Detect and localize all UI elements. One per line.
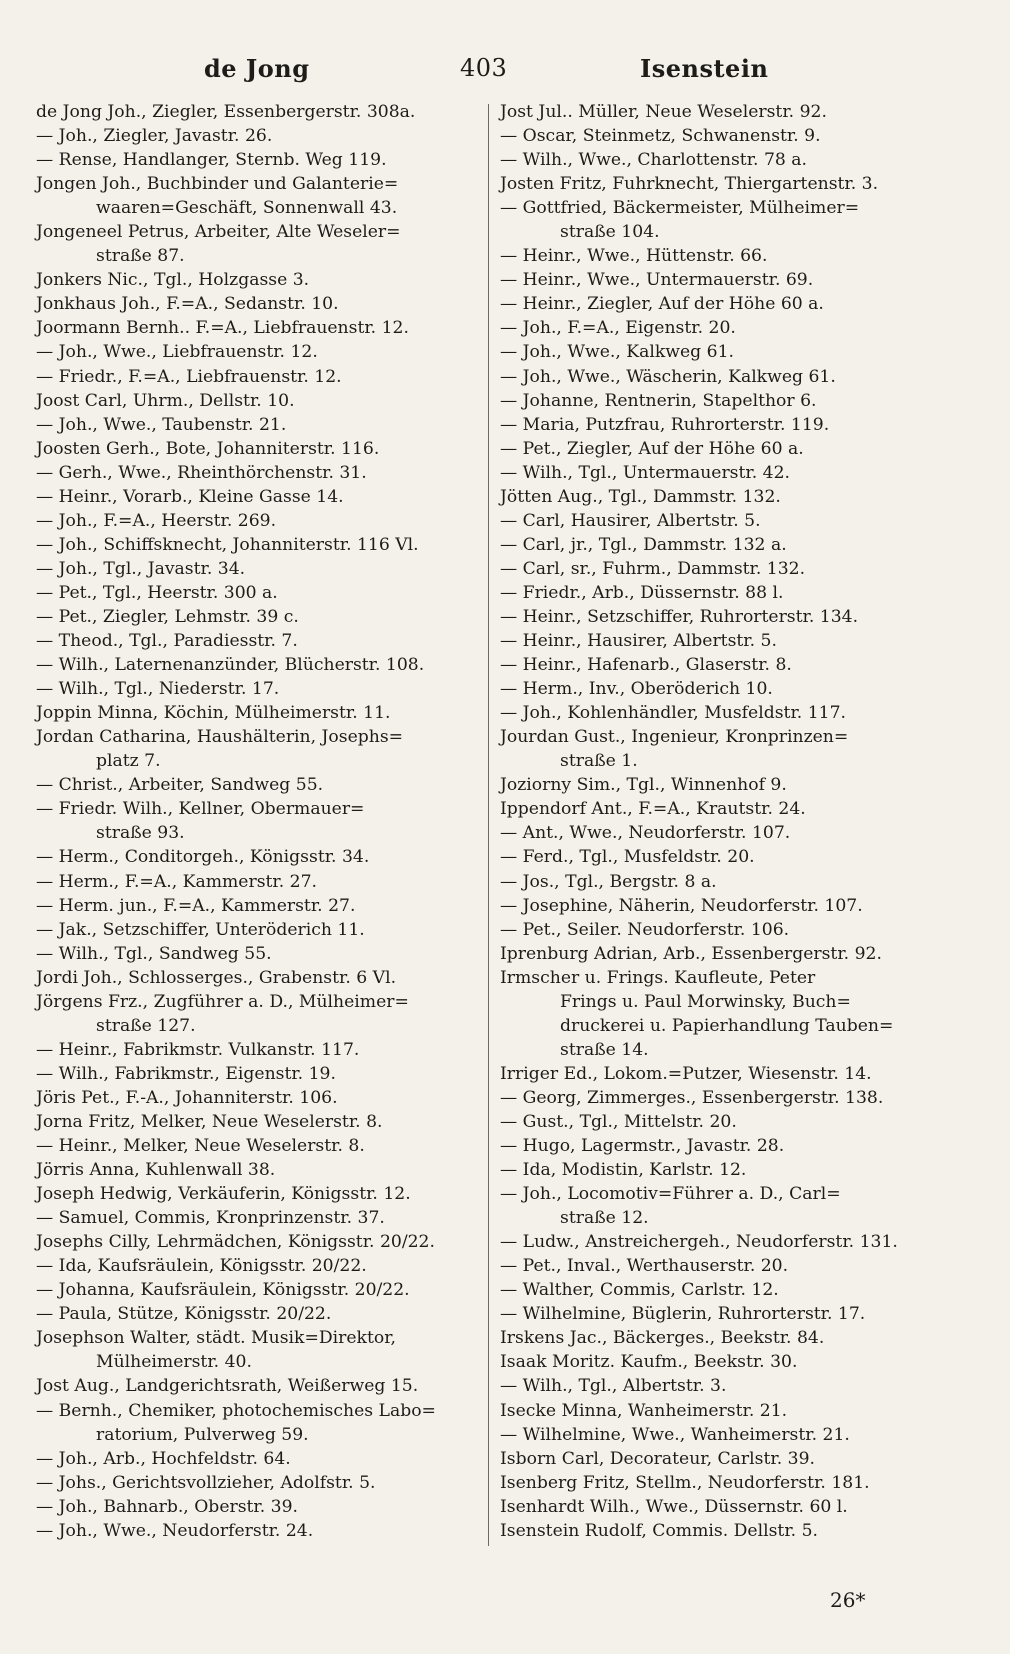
directory-entry-line: — Samuel, Commis, Kronprinzenstr. 37. (36, 1208, 385, 1229)
directory-entry-line: — Jos., Tgl., Bergstr. 8 a. (500, 871, 717, 892)
directory-entry-line: — Wilh., Fabrikmstr., Eigenstr. 19. (36, 1063, 336, 1084)
directory-entry-line: — Wilh., Tgl., Untermauerstr. 42. (500, 462, 790, 483)
directory-entry-line: — Heinr., Melker, Neue Weselerstr. 8. (36, 1136, 365, 1157)
directory-entry-line: Josten Fritz, Fuhrknecht, Thiergartenstr. 3. (500, 174, 879, 195)
directory-entry-line: Frings u. Paul Morwinsky, Buch= (560, 991, 851, 1012)
directory-entry-line: straße 12. (560, 1208, 649, 1229)
directory-entry-line: Isborn Carl, Decorateur, Carlstr. 39. (500, 1448, 815, 1469)
left-column (36, 100, 484, 1543)
directory-entry-line: — Heinr., Wwe., Hüttenstr. 66. (500, 246, 768, 267)
directory-entry-line: Joseph Hedwig, Verkäuferin, Königsstr. 12. (36, 1184, 411, 1205)
directory-entry-line: — Joh., Ziegler, Javastr. 26. (36, 126, 273, 147)
directory-entry-line: — Oscar, Steinmetz, Schwanenstr. 9. (500, 126, 821, 147)
directory-entry-line: Jorna Fritz, Melker, Neue Weselerstr. 8. (36, 1111, 383, 1132)
directory-entry-line: — Joh., Wwe., Liebfrauenstr. 12. (36, 342, 318, 363)
directory-entry-line: straße 14. (560, 1039, 649, 1060)
directory-entry-line: — Joh., Arb., Hochfeldstr. 64. (36, 1448, 291, 1469)
directory-entry-line: — Joh., Wwe., Kalkweg 61. (500, 342, 734, 363)
directory-entry-line: — Wilhelmine, Büglerin, Ruhrorterstr. 17. (500, 1304, 866, 1325)
directory-entry-line: waaren=Geschäft, Sonnenwall 43. (96, 198, 398, 219)
directory-entry-line: — Johs., Gerichtsvollzieher, Adolfstr. 5. (36, 1472, 376, 1493)
directory-entry-line: — Herm., Conditorgeh., Königsstr. 34. (36, 847, 370, 868)
directory-entry-line: — Herm., Inv., Oberöderich 10. (500, 679, 773, 700)
directory-entry-line: — Carl, Hausirer, Albertstr. 5. (500, 510, 761, 531)
directory-entry-line: — Joh., Tgl., Javastr. 34. (36, 558, 246, 579)
directory-entry-line: Jonkers Nic., Tgl., Holzgasse 3. (36, 270, 310, 291)
directory-entry-line: — Wilh., Wwe., Charlottenstr. 78 a. (500, 150, 808, 171)
directory-entry-line: — Pet., Ziegler, Auf der Höhe 60 a. (500, 438, 804, 459)
directory-entry-line: — Herm., F.=A., Kammerstr. 27. (36, 871, 318, 892)
directory-entry-line: Jörris Anna, Kuhlenwall 38. (36, 1160, 276, 1181)
directory-entry-line: druckerei u. Papierhandlung Tauben= (560, 1015, 894, 1036)
directory-entry-line: — Joh., F.=A., Eigenstr. 20. (500, 318, 736, 339)
directory-entry-line: — Wilh., Laternenanzünder, Blücherstr. 108. (36, 655, 425, 676)
directory-entry-line: Ippendorf Ant., F.=A., Krautstr. 24. (500, 799, 806, 820)
directory-entry-line: — Heinr., Hausirer, Albertstr. 5. (500, 631, 777, 652)
directory-entry-line: Joormann Bernh.. F.=A., Liebfrauenstr. 12. (36, 318, 409, 339)
directory-entry-line: — Friedr., F.=A., Liebfrauenstr. 12. (36, 366, 342, 387)
directory-entry-line: — Pet., Tgl., Heerstr. 300 a. (36, 582, 278, 603)
directory-entry-line: — Joh., Wwe., Neudorferstr. 24. (36, 1520, 314, 1541)
directory-entry-line: — Christ., Arbeiter, Sandweg 55. (36, 775, 324, 796)
directory-entry-line: — Gottfried, Bäckermeister, Mülheimer= (500, 198, 860, 219)
directory-entry-line: ratorium, Pulverweg 59. (96, 1424, 309, 1445)
directory-entry-line: — Heinr., Fabrikmstr. Vulkanstr. 117. (36, 1039, 360, 1060)
directory-entry-line: — Carl, jr., Tgl., Dammstr. 132 a. (500, 534, 787, 555)
directory-entry-line: — Ant., Wwe., Neudorferstr. 107. (500, 823, 791, 844)
directory-entry-line: — Heinr., Hafenarb., Glaserstr. 8. (500, 655, 792, 676)
directory-entry-line: Irriger Ed., Lokom.=Putzer, Wiesenstr. 14. (500, 1063, 872, 1084)
directory-entry-line: — Joh., Kohlenhändler, Musfeldstr. 117. (500, 703, 846, 724)
directory-entry-line: Jongeneel Petrus, Arbeiter, Alte Weseler= (36, 222, 401, 243)
running-head-right: Isenstein (640, 54, 769, 83)
directory-entry-line: Jongen Joh., Buchbinder und Galanterie= (36, 174, 399, 195)
directory-entry-line: — Joh., Schiffsknecht, Johanniterstr. 116 Vl. (36, 534, 419, 555)
directory-entry-line: — Theod., Tgl., Paradiesstr. 7. (36, 631, 298, 652)
directory-entry-line: — Joh., Locomotiv=Führer a. D., Carl= (500, 1184, 841, 1205)
directory-entry-line: — Pet., Ziegler, Lehmstr. 39 c. (36, 606, 299, 627)
directory-entry-line: Isenhardt Wilh., Wwe., Düssernstr. 60 l. (500, 1496, 848, 1517)
directory-entry-line: Joosten Gerh., Bote, Johanniterstr. 116. (36, 438, 380, 459)
directory-entry-line: platz 7. (96, 751, 161, 772)
directory-entry-line: — Joh., F.=A., Heerstr. 269. (36, 510, 277, 531)
directory-entry-line: — Pet., Inval., Werthauserstr. 20. (500, 1256, 789, 1277)
directory-entry-line: — Wilh., Tgl., Sandweg 55. (36, 943, 272, 964)
running-head-left: de Jong (204, 54, 310, 83)
directory-entry-line: Joziorny Sim., Tgl., Winnenhof 9. (500, 775, 787, 796)
directory-entry-line: — Jak., Setzschiffer, Unteröderich 11. (36, 919, 365, 940)
directory-entry-line: — Wilhelmine, Wwe., Wanheimerstr. 21. (500, 1424, 850, 1445)
directory-entry-line: Jost Jul.. Müller, Neue Weselerstr. 92. (500, 102, 827, 122)
right-column (500, 100, 965, 1543)
directory-entry-line: Irmscher u. Frings. Kaufleute, Peter (500, 967, 816, 988)
directory-entry-line: — Joh., Wwe., Taubenstr. 21. (36, 414, 287, 435)
column-divider (488, 104, 489, 1546)
directory-entry-line: Jörgens Frz., Zugführer a. D., Mülheimer= (36, 991, 409, 1012)
directory-entry-line: Isecke Minna, Wanheimerstr. 21. (500, 1400, 788, 1421)
directory-entry-line: — Heinr., Vorarb., Kleine Gasse 14. (36, 486, 344, 507)
directory-entry-line: straße 93. (96, 823, 185, 844)
directory-entry-line: — Wilh., Tgl., Niederstr. 17. (36, 679, 280, 700)
directory-entry-line: — Bernh., Chemiker, photochemisches Labo= (36, 1400, 436, 1421)
directory-entry-line: — Carl, sr., Fuhrm., Dammstr. 132. (500, 558, 806, 579)
directory-entry-line: — Friedr., Arb., Düssernstr. 88 l. (500, 582, 784, 603)
directory-entry-line: — Heinr., Setzschiffer, Ruhrorterstr. 134. (500, 606, 859, 627)
page-number: 403 (460, 54, 508, 82)
directory-entry-line: — Herm. jun., F.=A., Kammerstr. 27. (36, 895, 356, 916)
directory-entry-line: Jordi Joh., Schlosserges., Grabenstr. 6 Vl. (36, 967, 397, 988)
directory-entry-line: — Paula, Stütze, Königsstr. 20/22. (36, 1304, 332, 1325)
directory-entry-line: Jordan Catharina, Haushälterin, Josephs= (36, 727, 404, 748)
directory-entry-line: — Joh., Bahnarb., Oberstr. 39. (36, 1496, 299, 1517)
directory-entry-line: — Wilh., Tgl., Albertstr. 3. (500, 1376, 727, 1397)
directory-entry-line: Isenstein Rudolf, Commis. Dellstr. 5. (500, 1520, 818, 1541)
directory-entry-line: — Walther, Commis, Carlstr. 12. (500, 1280, 779, 1301)
directory-entry-line: Joost Carl, Uhrm., Dellstr. 10. (36, 390, 295, 411)
directory-entry-line: — Georg, Zimmerges., Essenbergerstr. 138. (500, 1087, 884, 1108)
directory-entry-line: Jost Aug., Landgerichtsrath, Weißerweg 15. (36, 1376, 419, 1397)
directory-entry-line: — Ferd., Tgl., Musfeldstr. 20. (500, 847, 755, 868)
directory-entry-line: — Johanna, Kaufsräulein, Königsstr. 20/22. (36, 1280, 410, 1301)
directory-entry-line: — Josephine, Näherin, Neudorferstr. 107. (500, 895, 863, 916)
directory-entry-line: Mülheimerstr. 40. (96, 1352, 252, 1373)
directory-entry-line: de Jong Joh., Ziegler, Essenbergerstr. 308a. (36, 102, 416, 122)
directory-entry-line: — Gust., Tgl., Mittelstr. 20. (500, 1111, 737, 1132)
directory-entry-line: Isaak Moritz. Kaufm., Beekstr. 30. (500, 1352, 798, 1373)
signature-mark: 26* (830, 1588, 866, 1612)
directory-entry-line: — Gerh., Wwe., Rheinthörchenstr. 31. (36, 462, 367, 483)
directory-entry-line: — Ida, Modistin, Karlstr. 12. (500, 1160, 747, 1181)
directory-entry-line: — Ludw., Anstreichergeh., Neudorferstr. 131. (500, 1232, 898, 1253)
directory-entry-line: Irskens Jac., Bäckerges., Beekstr. 84. (500, 1328, 825, 1349)
directory-entry-line: — Johanne, Rentnerin, Stapelthor 6. (500, 390, 817, 411)
directory-entry-line: — Hugo, Lagermstr., Javastr. 28. (500, 1136, 785, 1157)
directory-entry-line: straße 1. (560, 751, 638, 772)
directory-entry-line: Jourdan Gust., Ingenieur, Kronprinzen= (500, 727, 849, 748)
directory-entry-line: — Maria, Putzfrau, Ruhrorterstr. 119. (500, 414, 830, 435)
directory-entry-line: — Heinr., Ziegler, Auf der Höhe 60 a. (500, 294, 824, 315)
directory-entry-line: — Rense, Handlanger, Sternb. Weg 119. (36, 150, 387, 171)
directory-entry-line: — Ida, Kaufsräulein, Königsstr. 20/22. (36, 1256, 367, 1277)
directory-entry-line: — Joh., Wwe., Wäscherin, Kalkweg 61. (500, 366, 836, 387)
directory-entry-line: Joppin Minna, Köchin, Mülheimerstr. 11. (36, 703, 391, 724)
directory-entry-line: Josephson Walter, städt. Musik=Direktor, (36, 1328, 396, 1349)
directory-entry-line: Iprenburg Adrian, Arb., Essenbergerstr. 92. (500, 943, 882, 964)
directory-entry-line: Jötten Aug., Tgl., Dammstr. 132. (500, 486, 781, 507)
directory-entry-line: Jonkhaus Joh., F.=A., Sedanstr. 10. (36, 294, 339, 315)
directory-entry-line: straße 87. (96, 246, 185, 267)
directory-entry-line: straße 127. (96, 1015, 196, 1036)
directory-entry-line: Isenberg Fritz, Stellm., Neudorferstr. 181. (500, 1472, 870, 1493)
directory-entry-line: Jöris Pet., F.-A., Johanniterstr. 106. (36, 1087, 338, 1108)
directory-entry-line: straße 104. (560, 222, 660, 243)
directory-entry-line: Josephs Cilly, Lehrmädchen, Königsstr. 20/22. (36, 1232, 435, 1253)
directory-entry-line: — Heinr., Wwe., Untermauerstr. 69. (500, 270, 814, 291)
directory-entry-line: — Friedr. Wilh., Kellner, Obermauer= (36, 799, 365, 820)
directory-entry-line: — Pet., Seiler. Neudorferstr. 106. (500, 919, 790, 940)
